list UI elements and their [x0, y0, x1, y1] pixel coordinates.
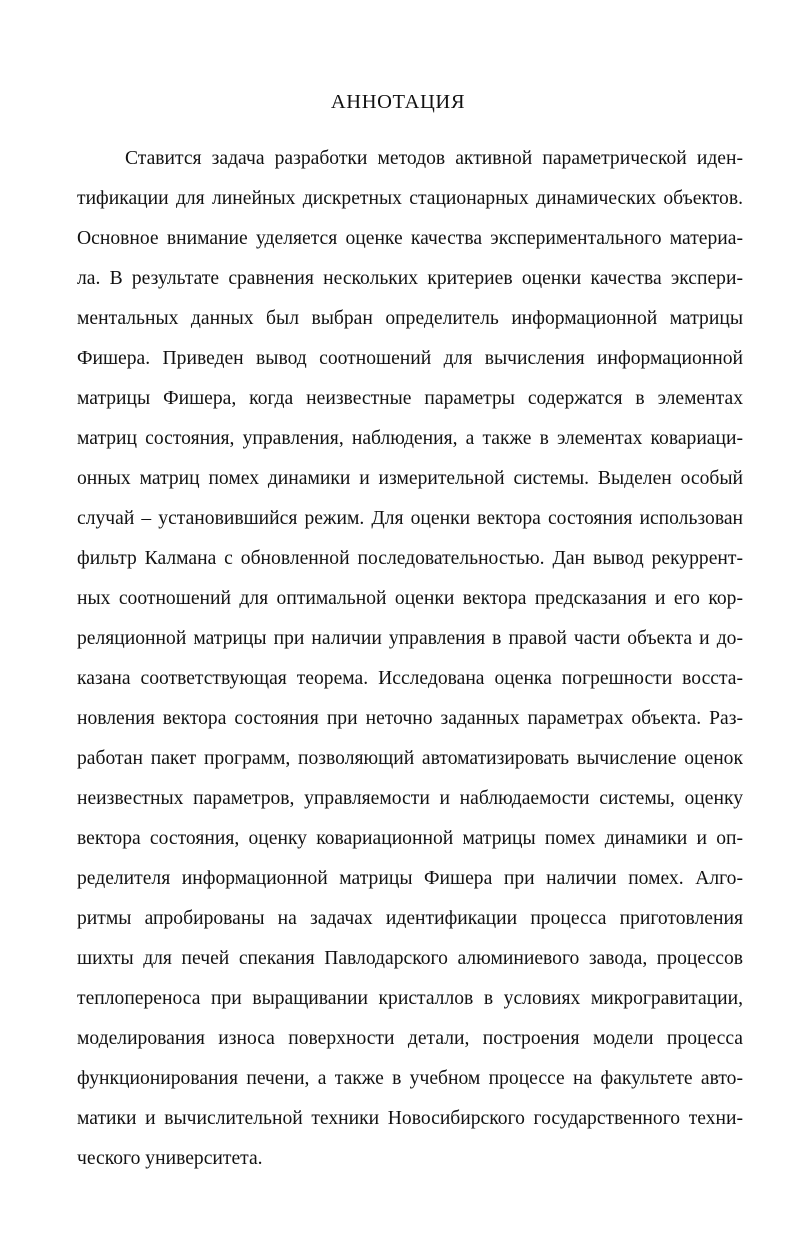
text-line: работан пакет программ, позволяющий автоматизировать вычисление оценок — [77, 748, 743, 769]
text-line: функционирования печени, а также в учебном процессе на факультете авто- — [77, 1068, 743, 1089]
text-line: ла. В результате сравнения нескольких критериев оценки качества экспери- — [77, 268, 743, 289]
text-line: матики и вычислительной техники Новосибирского государственного техни- — [77, 1108, 743, 1129]
text-line: ределителя информационной матрицы Фишера при наличии помех. Алго- — [77, 868, 743, 889]
text-line: моделирования износа поверхности детали, построения модели процесса — [77, 1028, 743, 1049]
page-title: АННОТАЦИЯ — [330, 91, 466, 113]
text-line: Основное внимание уделяется оценке качества экспериментального материа- — [77, 228, 743, 249]
text-line: вектора состояния, оценку ковариационной матрицы помех динамики и оп- — [77, 828, 743, 849]
text-line: ментальных данных был выбран определитель информационной матрицы — [77, 308, 743, 329]
text-line: ческого университета. — [77, 1148, 263, 1169]
text-line: ных соотношений для оптимальной оценки вектора предсказания и его кор- — [77, 588, 743, 609]
text-line: теплопереноса при выращивании кристаллов в условиях микрогравитации, — [77, 988, 743, 1009]
text-line: ритмы апробированы на задачах идентификации процесса приготовления — [77, 908, 743, 929]
text-line: шихты для печей спекания Павлодарского алюминиевого завода, процессов — [77, 948, 743, 969]
text-line: случай – установившийся режим. Для оценки вектора состояния использован — [77, 508, 743, 529]
text-line: новления вектора состояния при неточно заданных параметрах объекта. Раз- — [77, 708, 743, 729]
text-line: казана соответствующая теорема. Исследована оценка погрешности восста- — [77, 668, 743, 689]
text-line: реляционной матрицы при наличии управления в правой части объекта и до- — [77, 628, 743, 649]
text-line: матрицы Фишера, когда неизвестные параметры содержатся в элементах — [77, 388, 743, 409]
text-line: неизвестных параметров, управляемости и наблюдаемости системы, оценку — [77, 788, 743, 809]
text-line: Фишера. Приведен вывод соотношений для вычисления информационной — [77, 348, 743, 369]
text-line: Ставится задача разработки методов активной параметрической иден- — [125, 148, 743, 169]
text-line: онных матриц помех динамики и измерительной системы. Выделен особый — [77, 468, 743, 489]
text-line: фильтр Калмана с обновленной последовательностью. Дан вывод рекуррент- — [77, 548, 743, 569]
text-line: матриц состояния, управления, наблюдения, а также в элементах ковариаци- — [77, 428, 743, 449]
text-line: тификации для линейных дискретных стационарных динамических объектов. — [77, 188, 743, 209]
